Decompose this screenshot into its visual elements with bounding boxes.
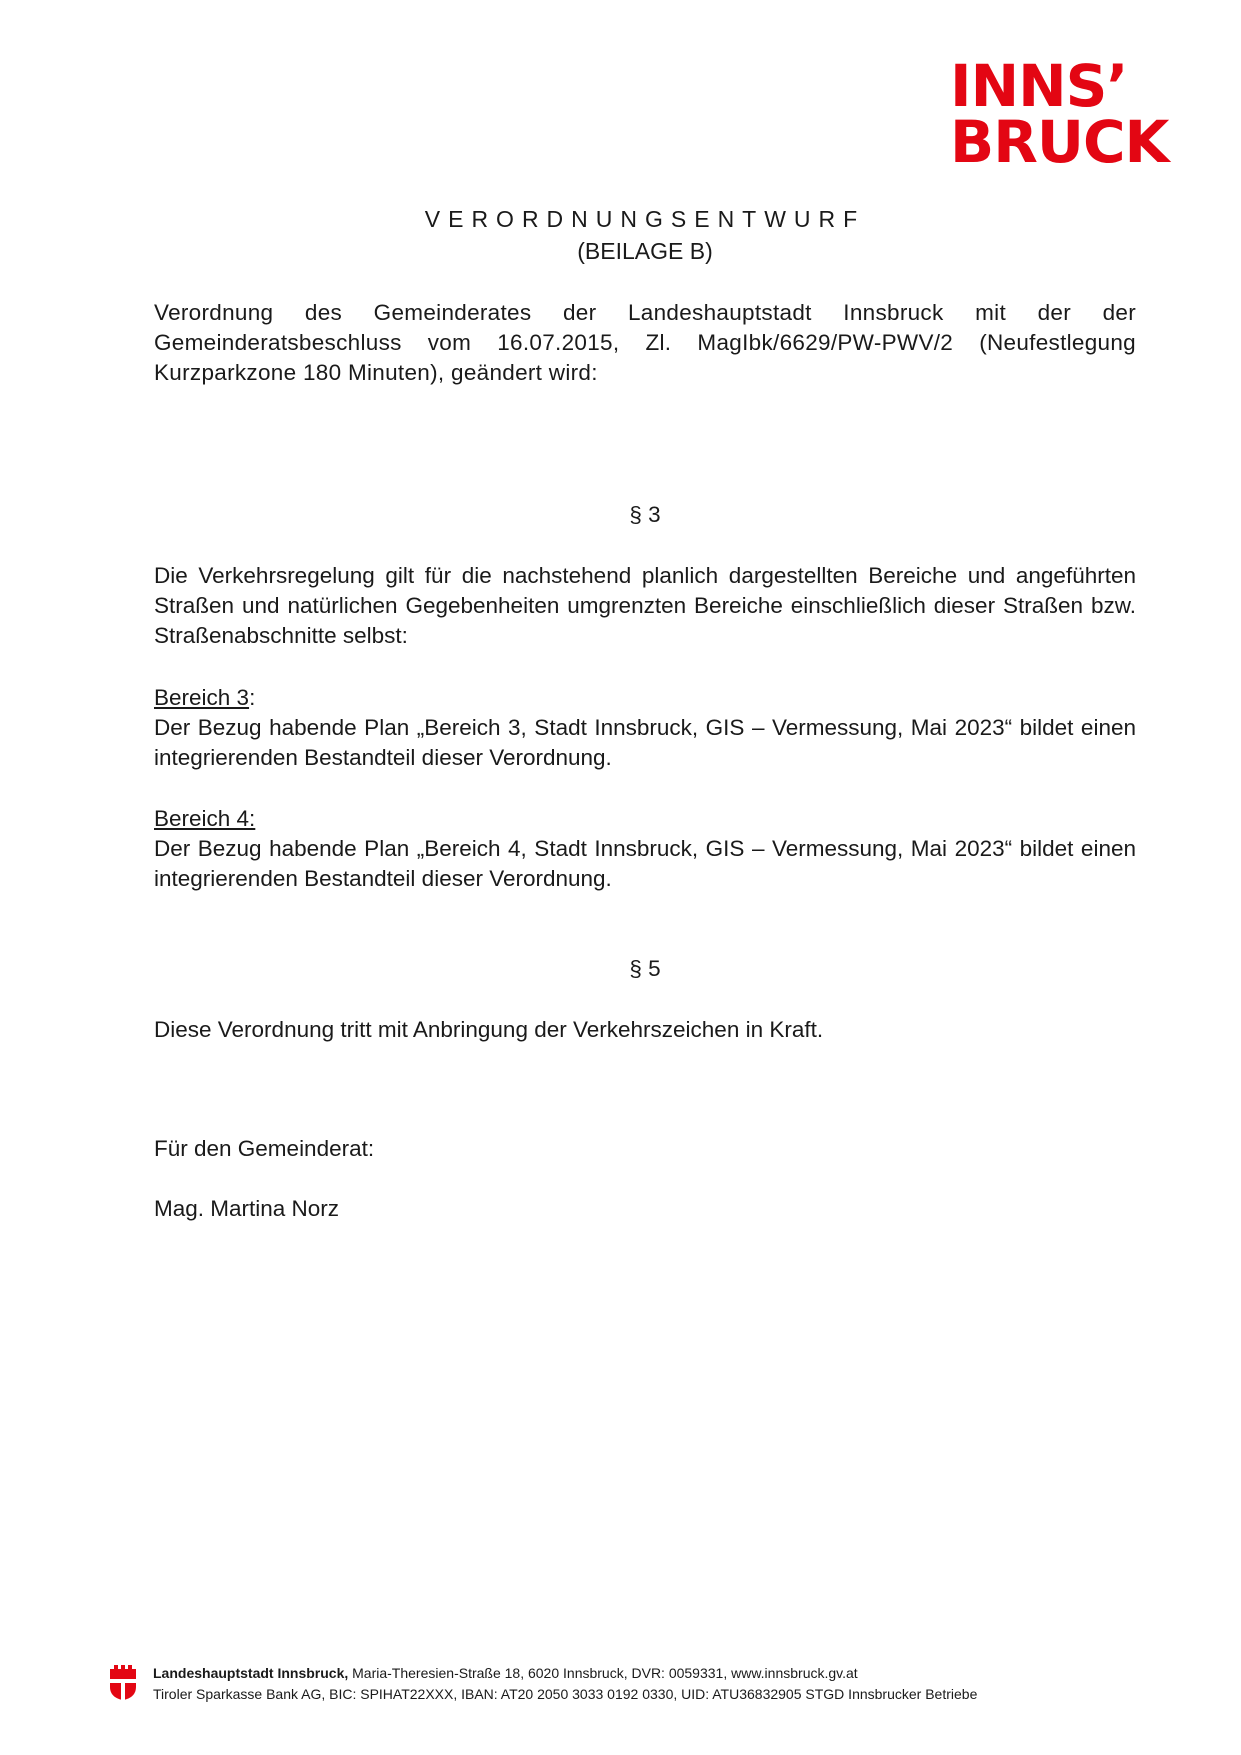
footer-text: [153, 1663, 977, 1705]
signature-label: Für den Gemeinderat:: [154, 1136, 375, 1161]
intro-paragraph: Verordnung des Gemeinderates der Landeshauptstadt Innsbruck mit der der Gemeinderatsbeschluss vom 16.07.2015, Zl. MagIbk/6629/PW-PWV/2 (Neufestlegung Kurzparkzone 180 Minuten), geändert wird:: [154, 300, 1136, 385]
signature-name: Mag. Martina Norz: [154, 1196, 340, 1221]
section-5-heading: § 5: [629, 956, 661, 981]
area-3-label: Bereich 3: [154, 685, 250, 710]
area-3-text: Der Bezug habende Plan „Bereich 3, Stadt Innsbruck, GIS – Vermessung, Mai 2023“ bildet einen integrierenden Bestandteil dieser Verordnung.: [154, 715, 1136, 770]
document-subtitle: (BEILAGE B): [577, 238, 713, 264]
footer-org: Landeshauptstadt Innsbruck,: [153, 1665, 349, 1681]
area-4-label: Bereich 4:: [154, 806, 256, 831]
innsbruck-logo: [950, 52, 1169, 176]
logo-line-1: INNS’: [950, 52, 1128, 120]
area-4-block: [154, 804, 1136, 894]
section-3-heading: § 3: [629, 502, 661, 527]
area-3-block: Bereich 3: Der Bezug habende Plan „Bereich 3, Stadt Innsbruck, GIS – Vermessung, Mai 2023“ bildet einen integrierenden Bestandteil dieser Verordnung.: [154, 683, 1136, 773]
section-5-text: Diese Verordnung tritt mit Anbringung der Verkehrszeichen in Kraft.: [154, 1017, 824, 1042]
logo-line-2: BRUCK: [950, 108, 1169, 176]
footer-address: Maria-Theresien-Straße 18, 6020 Innsbruck, DVR: 0059331, www.innsbruck.gv.at: [348, 1665, 858, 1681]
footer: [108, 1663, 1108, 1707]
footer-bank: Tiroler Sparkasse Bank AG, BIC: SPIHAT22XXX, IBAN: AT20 2050 3033 0192 0330, UID: ATU36832905 STGD Innsbrucker Betriebe: [153, 1686, 978, 1702]
document-title: VERORDNUNGSENTWURF: [424, 206, 866, 232]
area-4-text: Der Bezug habende Plan „Bereich 4, Stadt Innsbruck, GIS – Vermessung, Mai 2023“ bildet einen integrierenden Bestandteil dieser Verordnung.: [154, 836, 1136, 891]
city-crest-icon: [108, 1665, 138, 1701]
section-3-text: Die Verkehrsregelung gilt für die nachstehend planlich dargestellten Bereiche und angeführten Straßen und natürlichen Gegebenheiten umgrenzten Bereiche einschließlich dieser Straßen bzw. Straßenabschnitte selbst:: [154, 563, 1136, 648]
